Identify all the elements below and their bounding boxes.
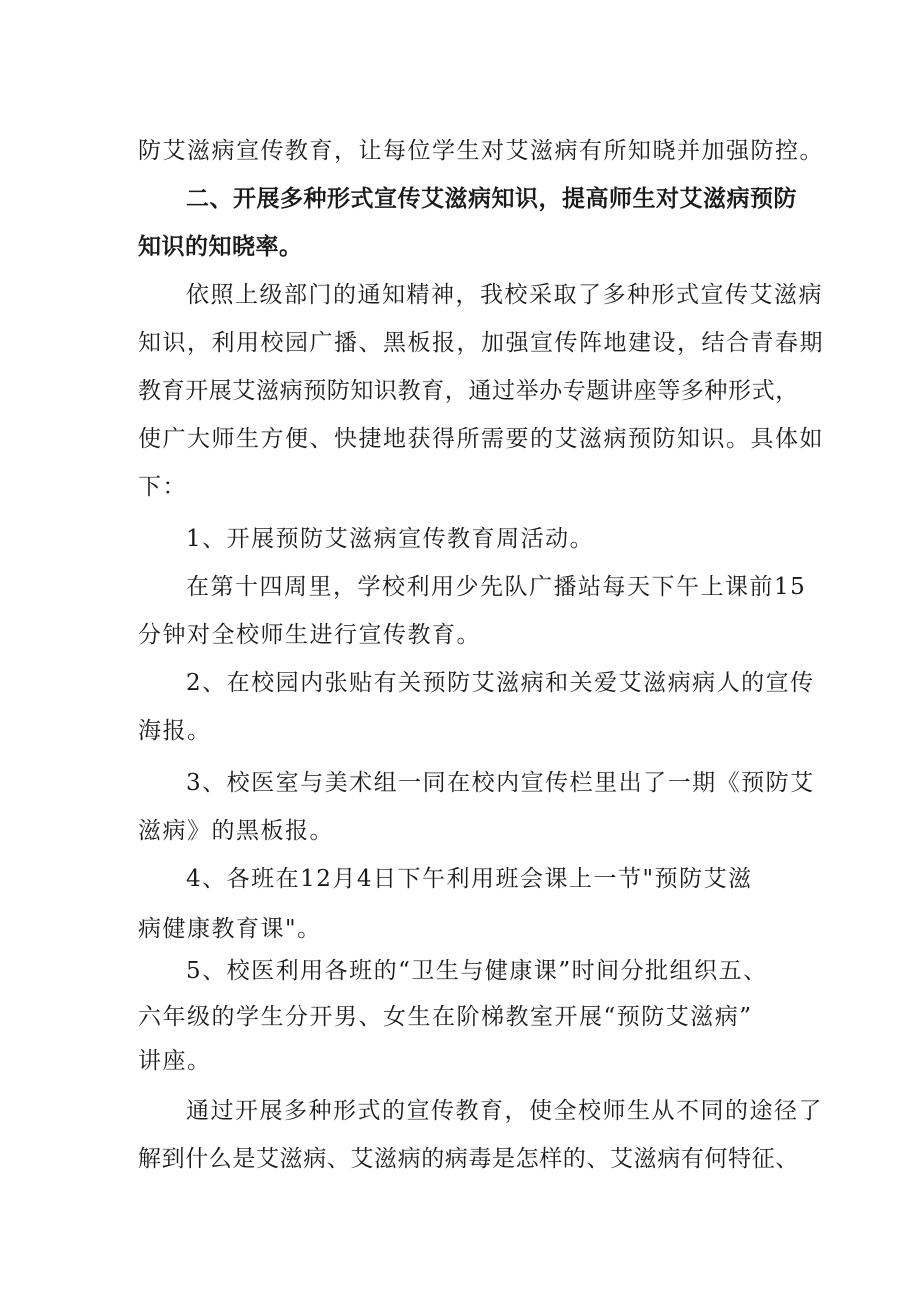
paragraph-line: 病健康教育课"。 [138, 916, 322, 942]
paragraph-line: 使广大师生方便、快捷地获得所需要的艾滋病预防知识。具体如 [138, 426, 824, 452]
paragraph-line: 知识，利用校园广播、黑板报，加强宣传阵地建设，结合青春期 [138, 330, 824, 356]
paragraph-line: 在第十四周里，学校利用少先队广播站每天下午上课前15 [186, 574, 807, 600]
paragraph-line: 依照上级部门的通知精神，我校采取了多种形式宣传艾滋病 [186, 282, 823, 308]
paragraph-line: 教育开展艾滋病预防知识教育，通过举办专题讲座等多种形式， [138, 378, 799, 404]
paragraph-line: 通过开展多种形式的宣传教育，使全校师生从不同的途径了 [186, 1098, 823, 1124]
paragraph-line: 解到什么是艾滋病、艾滋病的病毒是怎样的、艾滋病有何特征、 [138, 1146, 799, 1172]
paragraph-line: 滋病》的黑板报。 [138, 818, 334, 844]
section-heading-line: 二、开展多种形式宣传艾滋病知识，提高师生对艾滋病预防 [186, 186, 797, 212]
list-item-line: 3、校医室与美术组一同在校内宣传栏里出了一期《预防艾 [186, 770, 815, 796]
paragraph-line: 六年级的学生分开男、女生在阶梯教室开展“预防艾滋病” [138, 1004, 753, 1030]
paragraph-line: 讲座。 [138, 1048, 212, 1074]
list-item-line: 4、各班在12月4日下午利用班会课上一节"预防艾滋 [186, 866, 753, 892]
list-item-line: 1、开展预防艾滋病宣传教育周活动。 [186, 526, 595, 552]
paragraph-line: 海报。 [138, 718, 212, 744]
list-item-line: 5、校医利用各班的“卫生与健康课”时间分批组织五、 [186, 958, 768, 984]
paragraph-line: 分钟对全校师生进行宣传教育。 [138, 622, 481, 648]
paragraph-line: 下： [138, 474, 187, 500]
section-heading-line: 知识的知晓率。 [138, 234, 303, 260]
paragraph-line: 防艾滋病宣传教育，让每位学生对艾滋病有所知晓并加强防控。 [138, 138, 824, 164]
list-item-line: 2、在校园内张贴有关预防艾滋病和关爱艾滋病病人的宣传 [186, 670, 815, 696]
